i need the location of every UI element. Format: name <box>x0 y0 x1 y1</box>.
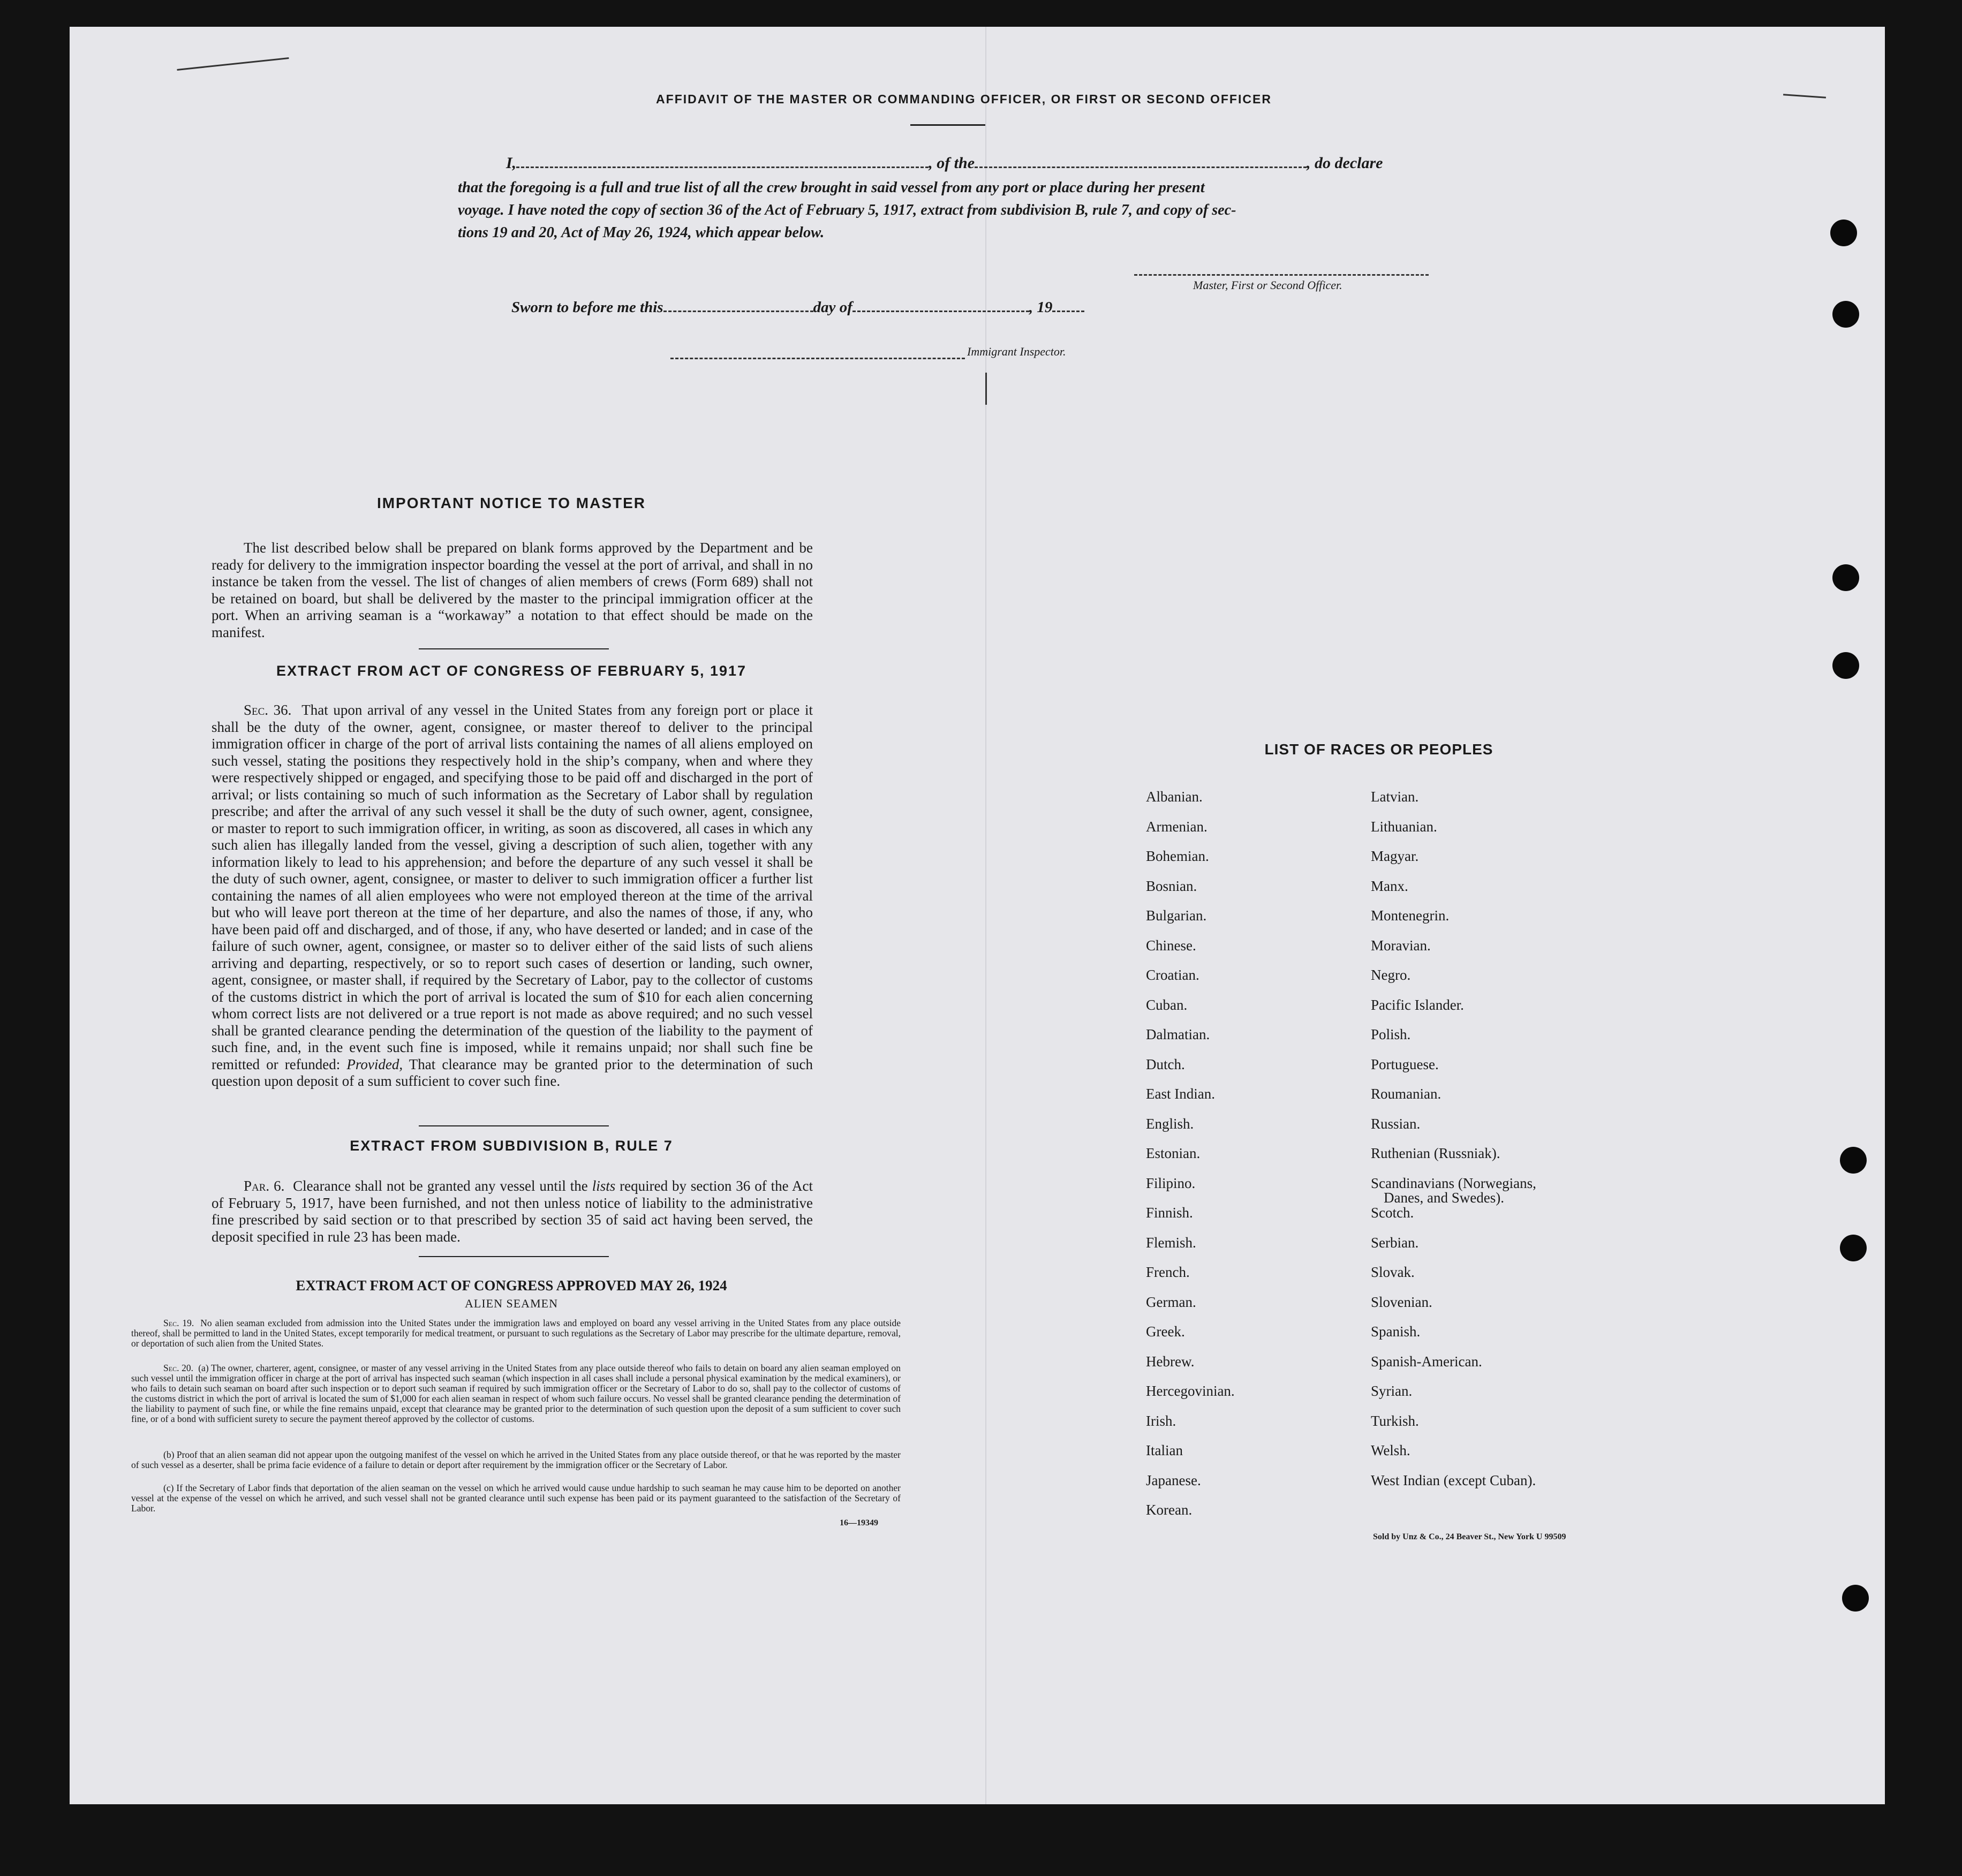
race-item: Dalmatian. <box>1146 1026 1210 1042</box>
binder-hole <box>1832 301 1859 328</box>
race-item: West Indian (except Cuban). <box>1371 1472 1536 1488</box>
binder-hole <box>1840 1235 1867 1261</box>
race-item: English. <box>1146 1115 1194 1132</box>
form-number: 16—19349 <box>840 1518 878 1527</box>
race-item: Scandinavians (Norwegians, <box>1371 1175 1536 1191</box>
binder-hole <box>1832 652 1859 679</box>
race-item: Dutch. <box>1146 1056 1185 1072</box>
race-item: East Indian. <box>1146 1086 1215 1102</box>
race-item: Lithuanian. <box>1371 818 1437 835</box>
master-signature-line[interactable] <box>1134 274 1429 276</box>
declaration-line-4: tions 19 and 20, Act of May 26, 1924, which appear below. <box>458 224 825 241</box>
race-item: Hercegovinian. <box>1146 1383 1235 1399</box>
extract-1917-title: EXTRACT FROM ACT OF CONGRESS OF FEBRUARY 5, 1917 <box>276 663 747 679</box>
race-item: Filipino. <box>1146 1175 1196 1191</box>
race-item: Hebrew. <box>1146 1353 1195 1370</box>
race-item: Polish. <box>1371 1026 1411 1042</box>
extract-1924-title: EXTRACT FROM ACT OF CONGRESS APPROVED MAY 26, 1924 <box>296 1277 727 1293</box>
race-item: Montenegrin. <box>1371 907 1450 924</box>
vessel-name-field[interactable] <box>975 167 1307 168</box>
lists-word: lists <box>592 1178 616 1194</box>
race-item: Slovenian. <box>1371 1293 1432 1310</box>
binder-hole <box>1832 564 1859 591</box>
printer-credit: Sold by Unz & Co., 24 Beaver St., New York U 99509 <box>1373 1532 1566 1541</box>
race-item: German. <box>1146 1293 1196 1310</box>
race-item: Roumanian. <box>1371 1086 1442 1102</box>
race-item: Turkish. <box>1371 1412 1419 1429</box>
fold-tick <box>985 373 987 405</box>
sworn-year-label: , 19 <box>1029 299 1053 316</box>
sec-20a-text <box>131 1363 901 1424</box>
master-signature-label: Master, First or Second Officer. <box>1193 278 1342 292</box>
binder-hole <box>1842 1585 1869 1612</box>
race-item: Portuguese. <box>1371 1056 1439 1072</box>
sec-19-text <box>131 1318 901 1349</box>
sworn-day-field[interactable] <box>663 311 813 312</box>
race-item: Bulgarian. <box>1146 907 1207 924</box>
inspector-signature-label: Immigrant Inspector. <box>967 345 1066 358</box>
race-item: Greek. <box>1146 1323 1185 1340</box>
sec-20a-body: (a) The owner, charterer, agent, consignee, or master of any vessel arriving in the United States from any place outside thereof who fails to detain on board any alien seaman employed on such vessel until the immigration officer in charge at the port of arrival has inspected such seaman (which inspection in all cases shall include a personal physical examination by the medical examiners), or who fails to detain such seaman on board after such inspection or to deport such seaman if required by such immigration officer or the Secretary of Labor to do so, shall pay to the collector of customs of the customs district in which the port of arrival is located the sum of $1,000 for each alien seaman in respect of whom such failure occurs. No vessel shall be granted clearance pending the determination of the liability to payment of such fine, or while the fine remains unpaid, except that clearance may be granted prior to the determination of such question upon the deposit of a sum sufficient to cover such fine, or of a bond with sufficient surety to secure the payment thereof approved by the collector of customs. <box>131 1363 901 1424</box>
race-item: Pacific Islander. <box>1371 996 1464 1013</box>
rule-7-title: EXTRACT FROM SUBDIVISION B, RULE 7 <box>350 1138 673 1154</box>
sec-19-label: Sec. 19. <box>163 1318 194 1328</box>
sworn-line <box>511 296 1084 320</box>
race-item: Flemish. <box>1146 1234 1196 1251</box>
race-item: Negro. <box>1371 967 1411 983</box>
race-item: Japanese. <box>1146 1472 1201 1488</box>
race-item: Danes, and Swedes). <box>1384 1189 1504 1206</box>
sec-20c-text: (c) If the Secretary of Labor finds that deportation of the alien seaman on the vessel on which he arrived would cause undue hardship to such seaman he may cause him to be deported on another vessel at the expense of the vessel on which he arrived, and such vessel shall not be granted clearance until such expense has been paid or its payment guaranteed to the satisfaction of the Secretary of Labor. <box>131 1482 901 1514</box>
sec-20-label: Sec. 20. <box>163 1363 193 1373</box>
race-item: Magyar. <box>1371 848 1419 864</box>
affidavit-title-rule <box>910 124 985 126</box>
binder-hole <box>1830 220 1857 246</box>
par-6-label: Par. 6. <box>244 1178 285 1194</box>
declaration-line-1 <box>506 151 1459 175</box>
declaration-i: I, <box>506 154 517 172</box>
race-item: Bosnian. <box>1146 878 1197 894</box>
race-item: Manx. <box>1371 878 1408 894</box>
par-6-text-a: Clearance shall not be granted any vessel until the <box>293 1178 588 1194</box>
page-fold <box>985 27 986 1804</box>
race-item: Welsh. <box>1371 1442 1410 1458</box>
declaration-line-3: voyage. I have noted the copy of section 36 of the Act of February 5, 1917, extract from subdivision B, rule 7, and copy of sec- <box>458 202 1236 218</box>
race-item: Korean. <box>1146 1502 1193 1518</box>
notice-text: The list described below shall be prepared on blank forms approved by the Department and be ready for delivery to the immigration inspector boarding the vessel at the port of arrival, and shall in no instance be taken from the vessel. The list of changes of alien members of crews (Form 689) shall not be retained on board, but shall be delivered by the master to the principal immigration officer at the port. When an arriving seaman is a “workaway” a notation to that effect should be made on the manifest. <box>212 540 813 640</box>
sworn-year-field[interactable] <box>1052 311 1084 312</box>
race-item: French. <box>1146 1264 1190 1280</box>
par-6-text-b: required by section 36 of the Act of February 5, 1917, have been furnished, and not then unless notice of liability to the administrative fine prescribed by said section or to that prescribed by section 35 of said act having been served, the deposit specified in rule 23 has been made. <box>212 1178 813 1245</box>
sec-19-body: No alien seaman excluded from admission into the United States under the immigration laws and employed on board any vessel arriving in the United States from any place outside thereof, shall be permitted to land in the United States, except temporarily for medical treatment, or pursuant to such regulations as the Secretary of Labor may prescribe for the ultimate departure, removal, or deportation of such alien from the United States. <box>131 1318 901 1349</box>
rule-7-text <box>212 1178 813 1245</box>
race-item: Moravian. <box>1371 937 1431 954</box>
sec-36-label: Sec. 36. <box>244 702 292 718</box>
race-item: Cuban. <box>1146 996 1188 1013</box>
declaration-of: , of the <box>929 154 975 172</box>
race-item: Spanish. <box>1371 1323 1421 1340</box>
notice-title: IMPORTANT NOTICE TO MASTER <box>376 495 646 511</box>
race-item: Spanish-American. <box>1371 1353 1482 1370</box>
extract-1917-rule <box>419 1125 609 1126</box>
sworn-label: Sworn to before me this <box>511 299 663 316</box>
inspector-signature-line[interactable] <box>670 358 965 359</box>
sec-36-end: That clearance may be granted prior to the determination of such question upon deposit of a sum sufficient to cover such fine. <box>212 1056 813 1089</box>
sec-20b-text: (b) Proof that an alien seaman did not appear upon the outgoing manifest of the vessel on which he arrived in the United States from any place outside thereof, or that he was reported by the master of such vessel as a deserter, shall be prima facie evidence of a failure to detain or deport after requirement by the immigration officer or the Secretary of Labor. <box>131 1449 901 1470</box>
sworn-month-field[interactable] <box>852 311 1029 312</box>
race-item: Estonian. <box>1146 1145 1201 1161</box>
race-item: Slovak. <box>1371 1264 1415 1280</box>
notice-rule <box>419 648 609 649</box>
races-title: LIST OF RACES OR PEOPLES <box>1264 741 1493 758</box>
race-item: Albanian. <box>1146 789 1203 805</box>
race-item: Latvian. <box>1371 789 1419 805</box>
sec-36-text: That upon arrival of any vessel in the United States from any foreign port or place it shall be the duty of the owner, agent, consignee, or master thereof to deliver to the principal immigration officer in charge of the port of arrival lists containing the names of all aliens employed on such vessel, stating the positions they respectively hold in the ship’s company, when and where they were respectively shipped or engaged, and specifying those to be paid off and discharged in the port of arrival; or lists containing so much of such information as the Secretary of Labor shall by regulation prescribe; and after the arrival of any such vessel it shall be the duty of such owner, agent, consignee, or master to report to such immigration officer, in writing, as soon as discovered, all cases in which any such alien has illegally landed from the vessel, giving a description of such alien, together with any information likely to lead to his apprehension; and before the departure of any such vessel it shall be the duty of such owner, agent, consignee, or master to deliver to such immigration officer a further list containing the names of all alien employees who were not employed thereon at the time of the arrival but who will leave port thereon at the time of her departure, and also the names of those, if any, who have been paid off and discharged, and of those, if any, who have deserted or landed; and in case of the failure of such owner, agent, consignee, or master so to deliver either of the said lists of such aliens arriving and departing, respectively, or so to report such cases of desertion or landing, such owner, agent, consignee, or master shall, if required by the Secretary of Labor, pay to the collector of customs of the customs district in which the port of arrival is located the sum of $10 for each alien concerning whom correct lists are not delivered or a true report is not made as above required; and no such vessel shall be granted clearance pending the determination of the question of the liability to the payment of such fine, and, in the event such fine is imposed, while it remains unpaid; nor shall such fine be remitted or refunded: <box>212 702 813 1072</box>
declaration-line-2: that the foregoing is a full and true list of all the crew brought in said vessel from any port or place during her present <box>458 179 1205 196</box>
declaration-end: , do declare <box>1307 154 1383 172</box>
race-item: Russian. <box>1371 1115 1421 1132</box>
affidavit-title: AFFIDAVIT OF THE MASTER OR COMMANDING OFFICER, OR FIRST OR SECOND OFFICER <box>656 92 1272 106</box>
binder-hole <box>1840 1147 1867 1174</box>
race-item: Syrian. <box>1371 1383 1413 1399</box>
race-item: Armenian. <box>1146 818 1208 835</box>
name-field[interactable] <box>516 167 929 168</box>
race-item: Scotch. <box>1371 1205 1414 1221</box>
race-item: Ruthenian (Russniak). <box>1371 1145 1500 1161</box>
race-item: Irish. <box>1146 1412 1176 1429</box>
race-item: Chinese. <box>1146 937 1196 954</box>
race-item: Bohemian. <box>1146 848 1209 864</box>
race-item: Serbian. <box>1371 1234 1419 1251</box>
sworn-day-of: day of <box>813 299 852 316</box>
race-item: Finnish. <box>1146 1205 1193 1221</box>
provided-word: Provided, <box>346 1056 403 1072</box>
race-item: Italian <box>1146 1442 1183 1458</box>
race-item: Croatian. <box>1146 967 1199 983</box>
extract-1924-subtitle: ALIEN SEAMEN <box>465 1297 558 1310</box>
rule-7-rule <box>419 1256 609 1257</box>
extract-1917-text <box>212 702 813 1090</box>
